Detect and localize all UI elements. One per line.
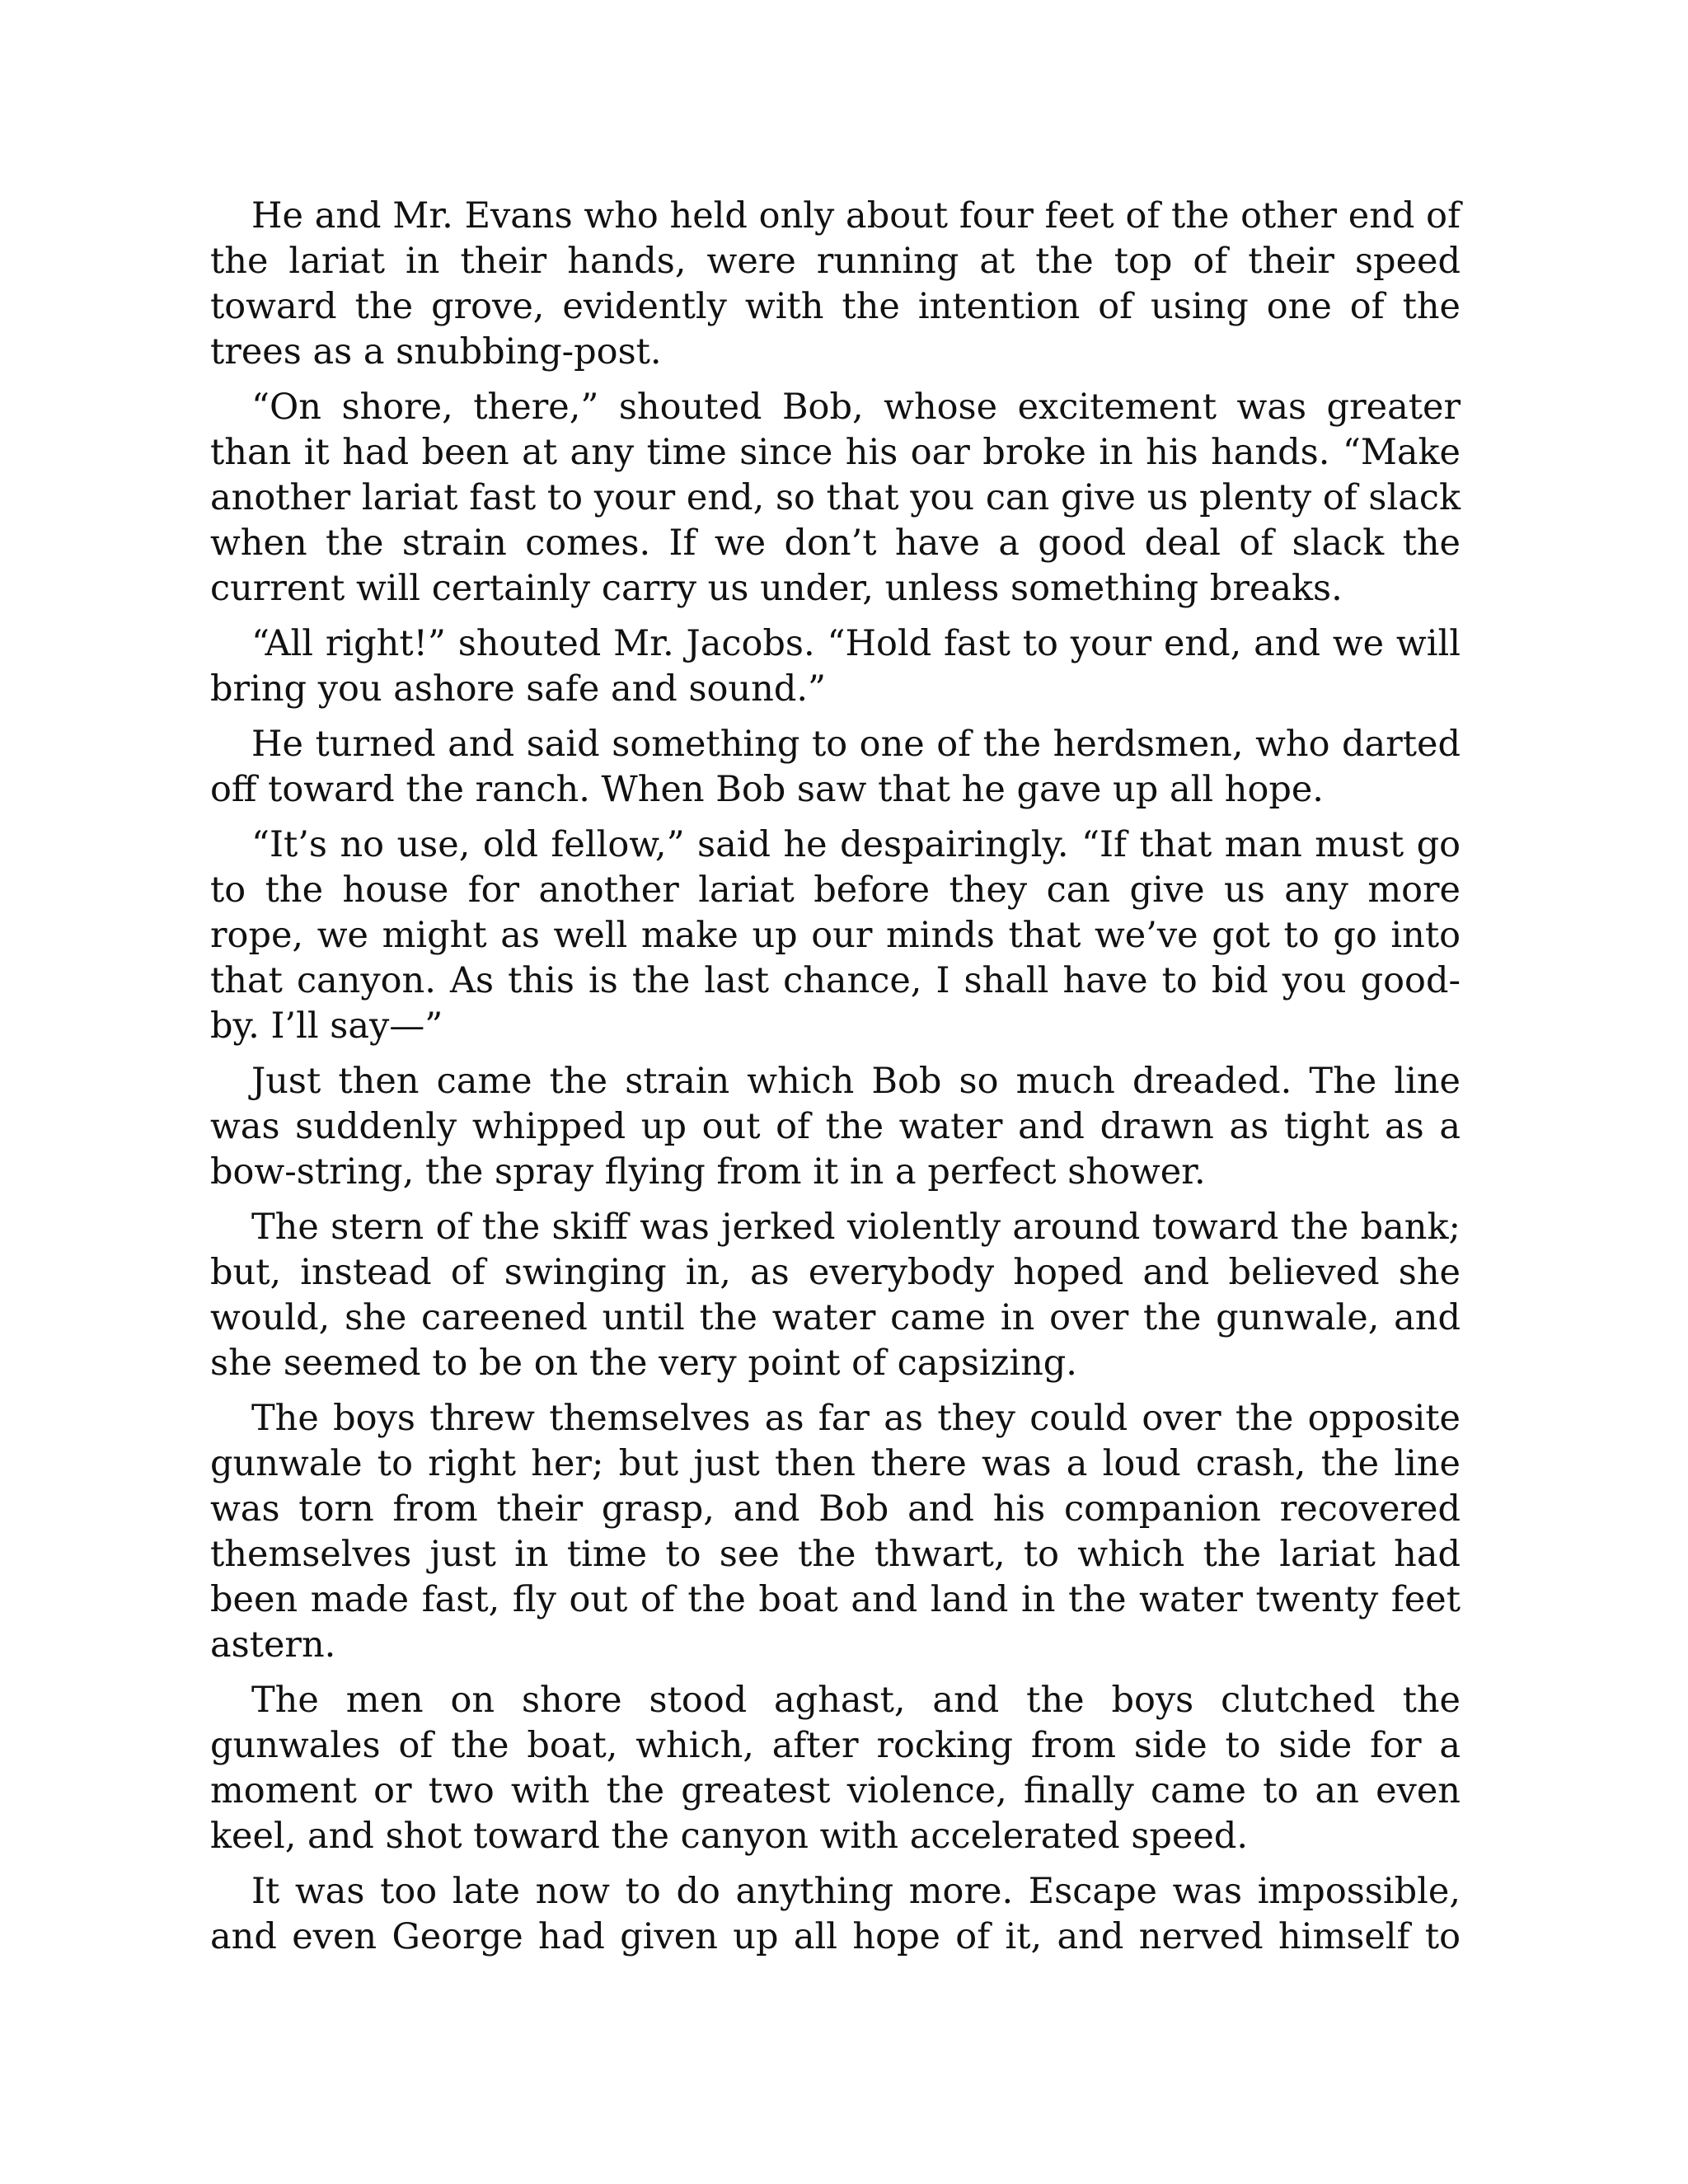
paragraph: “It’s no use, old fellow,” said he despairingly. “If that man must go to the house for another lariat before they can give us any more rope, we might as well make up our minds that we’ve got to go into that canyon. As this is the last chance, I shall have to bid you good-by. I’ll say—” bbox=[210, 824, 1461, 1047]
paragraph: Just then came the strain which Bob so much dreaded. The line was suddenly whipped up out of the water and drawn as tight as a bow-string, the spray flying from it in a perfect shower. bbox=[210, 1061, 1461, 1193]
paragraph: The boys threw themselves as far as they could over the opposite gunwale to right her; but just then there was a loud crash, the line was torn from their grasp, and Bob and his companion recovered themselves just in time to see the thwart, to which the lariat had been made fast, fly out of the boat and land in the water twenty feet astern. bbox=[210, 1398, 1461, 1666]
paragraph: “All right!” shouted Mr. Jacobs. “Hold fast to your end, and we will bring you ashore safe and sound.” bbox=[210, 623, 1461, 710]
paragraph: The stern of the skiff was jerked violently around toward the bank; but, instead of swinging in, as everybody hoped and believed she would, she careened until the water came in over the gunwale, and she seemed to be on the very point of capsizing. bbox=[210, 1207, 1461, 1384]
paragraph: “On shore, there,” shouted Bob, whose excitement was greater than it had been at any time since his oar broke in his hands. “Make another lariat fast to your end, so that you can give us plenty of slack when the strain comes. If we don’t have a good deal of slack the current will certainly carry us under, unless something breaks. bbox=[210, 387, 1461, 609]
paragraph: He and Mr. Evans who held only about four feet of the other end of the lariat in their hands, were running at the top of their speed toward the grove, evidently with the intention of using one of the trees as a snubbing-post. bbox=[210, 195, 1461, 373]
paragraph: It was too late now to do anything more. Escape was impossible, and even George had given up all hope of it, and nerved himself to bbox=[210, 1871, 1461, 1957]
paragraph: The men on shore stood aghast, and the boys clutched the gunwales of the boat, which, after rocking from side to side for a moment or two with the greatest violence, finally came to an even keel, and shot toward the canyon with accelerated speed. bbox=[210, 1680, 1461, 1857]
page-body bbox=[210, 194, 1461, 1960]
paragraph: He turned and said something to one of the herdsmen, who darted off toward the ranch. When Bob saw that he gave up all hope. bbox=[210, 724, 1461, 810]
